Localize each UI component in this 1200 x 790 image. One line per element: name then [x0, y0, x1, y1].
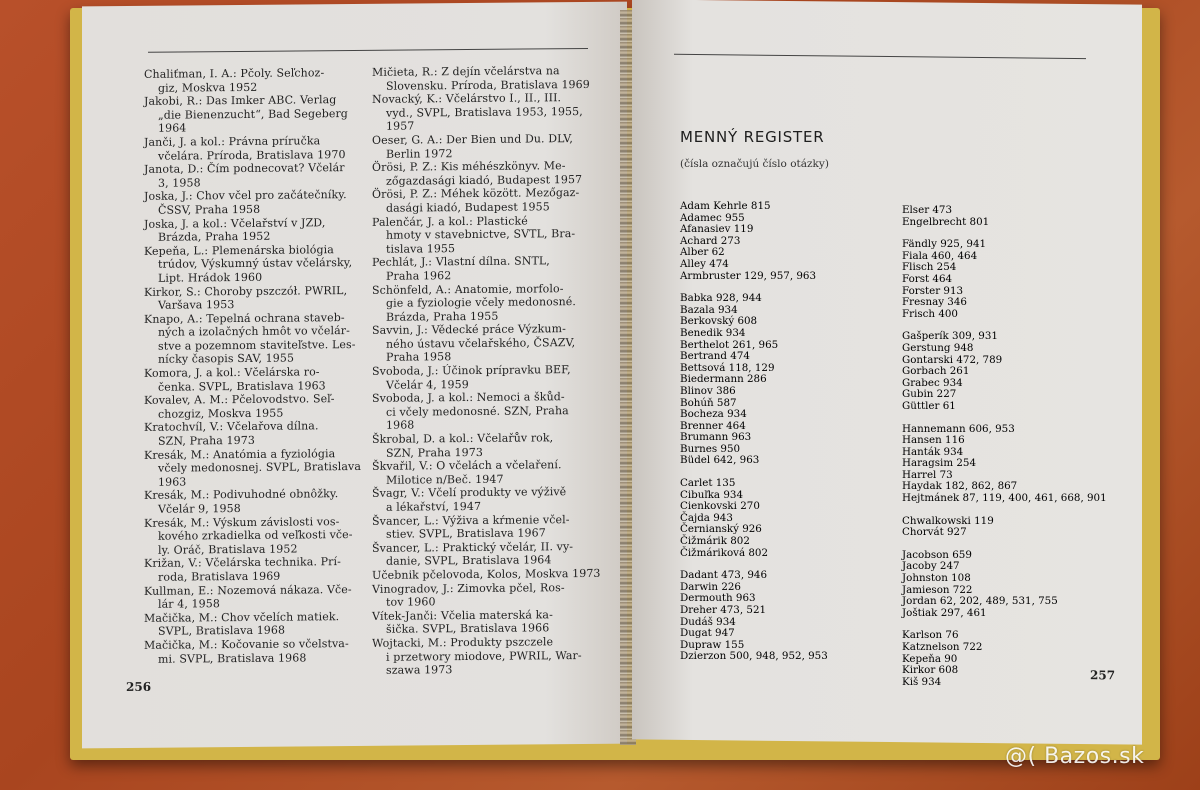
- entry-line: Savvin, J.: Vědecké práce Výzkum-: [372, 322, 566, 338]
- index-entry: Jacobson 659: [902, 548, 972, 561]
- bibliography-column-1: [144, 66, 364, 666]
- entry-line: Praha 1958: [386, 350, 452, 365]
- entry-line: SVPL, Bratislava 1968: [158, 623, 286, 639]
- entry-line: SZN, Praha 1973: [158, 433, 255, 448]
- entry-line: Örösi, P. Z.: Méhek között. Mezőgaz-: [372, 186, 580, 202]
- entry-line: Kresák, M.: Výskum závislosti vos-: [144, 514, 340, 530]
- entry-line: Oeser, G. A.: Der Bien und Du. DLV,: [372, 132, 573, 147]
- bibliography-entry: [144, 66, 364, 95]
- bibliography-entry: [372, 322, 597, 365]
- index-entry: Forst 464: [902, 272, 953, 285]
- bibliography-entry: [144, 447, 364, 490]
- bibliography-entry: [372, 485, 597, 514]
- entry-line: tislava 1955: [386, 241, 456, 256]
- index-entry: Dudáš 934: [680, 615, 736, 628]
- entry-line: Joska, J. a kol.: Včelařství v JZD,: [144, 215, 326, 231]
- entry-line: včelára. Príroda, Bratislava 1970: [158, 147, 346, 163]
- index-entry: Alber 62: [680, 246, 725, 259]
- entry-line: Janota, D.: Čím podnecovat? Včelár: [144, 161, 345, 176]
- entry-line: chozgiz, Moskva 1955: [158, 406, 284, 421]
- index-entry: Dzierzon 500, 948, 952, 953: [680, 650, 828, 663]
- bibliography-entry: [372, 458, 597, 487]
- bibliography-entry: [372, 281, 597, 324]
- entry-line: Švancer, L.: Praktický včelár, II. vy-: [372, 539, 574, 555]
- index-entry: Cibuľka 934: [680, 488, 743, 501]
- index-entry: Berkovský 608: [680, 315, 758, 328]
- entry-line: Vítek-Janči: Včelia materská ka-: [372, 608, 553, 623]
- bibliography-column-2: [372, 64, 601, 678]
- index-entry: Bertrand 474: [680, 350, 750, 363]
- entry-line: Vinogradov, J.: Zimovka pčel, Ros-: [372, 580, 565, 596]
- top-rule: [148, 48, 588, 53]
- index-entry: Engelbrecht 801: [902, 215, 990, 228]
- index-entry: Flisch 254: [902, 261, 957, 274]
- entry-line: Berlin 1972: [386, 146, 453, 161]
- entry-line: Mačička, M.: Kočovanie so včelstva-: [144, 636, 349, 652]
- page-number: 257: [1090, 668, 1116, 683]
- entry-line: giz, Moskva 1952: [158, 80, 258, 95]
- bibliography-entry: [372, 390, 597, 433]
- bibliography-entry: [144, 93, 364, 136]
- index-entry: Gorbach 261: [902, 365, 970, 378]
- entry-line: trúdov, Výskumný ústav včelársky,: [158, 256, 353, 272]
- bibliography-entry: [144, 215, 364, 244]
- entry-line: Svoboda, J.: Účinok prípravku BEF,: [372, 363, 571, 378]
- bibliography-entry: [372, 159, 597, 188]
- index-entry: Gerstung 948: [902, 341, 974, 354]
- index-entry: Bettsová 118, 129: [680, 361, 775, 374]
- bibliography-entry: [144, 365, 364, 394]
- entry-line: Kresák, M.: Anatómia a fyziológia: [144, 446, 336, 462]
- entry-line: gie a fyziologie včely medonosné.: [386, 295, 577, 310]
- bibliography-entry: [144, 188, 364, 217]
- bibliography-entry: [372, 566, 601, 583]
- entry-line: danie, SVPL, Bratislava 1964: [386, 553, 552, 569]
- bibliography-entry: [144, 283, 364, 312]
- index-entry: Jamieson 722: [902, 583, 973, 596]
- index-entry: Fresnay 346: [902, 296, 967, 309]
- index-entry: Karlson 76: [902, 629, 959, 642]
- index-entry: Berthelot 261, 965: [680, 338, 779, 351]
- index-entry: Hanták 934: [902, 445, 964, 458]
- entry-line: Wojtacki, M.: Produkty pszczele: [372, 635, 554, 650]
- entry-line: včely medonosnej. SVPL, Bratislava: [158, 460, 361, 475]
- entry-line: Jakobi, R.: Das Imker ABC. Verlag: [144, 93, 337, 109]
- entry-line: Schönfeld, A.: Anatomie, morfolo-: [372, 281, 564, 297]
- index-entry: Carlet 135: [680, 477, 736, 490]
- index-entry: Dupraw 155: [680, 638, 745, 651]
- name-index-column-1: [680, 201, 828, 663]
- entry-line: Škvařil, V.: O včelách a včelaření.: [372, 458, 562, 474]
- index-entry: Adamec 955: [680, 211, 745, 224]
- entry-line: ly. Oráč, Bratislava 1952: [158, 542, 298, 557]
- index-entry: Čižmárik 802: [680, 535, 750, 548]
- top-rule: [674, 54, 1086, 59]
- index-entry: Güttler 61: [902, 399, 956, 412]
- entry-line: Križan, V.: Včelárska technika. Prí-: [144, 555, 341, 571]
- entry-line: szawa 1973: [386, 663, 453, 677]
- entry-line: Novacký, K.: Včelárstvo I., II., III.: [372, 91, 562, 107]
- entry-line: 3, 1958: [158, 176, 201, 190]
- bibliography-entry: [144, 555, 364, 584]
- bibliography-entry: [144, 610, 364, 639]
- entry-line: Janči, J. a kol.: Právna príručka: [144, 134, 321, 149]
- entry-line: 1957: [386, 119, 415, 134]
- index-entry: Elser 473: [902, 204, 953, 216]
- index-entry: Bocheza 934: [680, 408, 747, 421]
- entry-line: ČSSV, Praha 1958: [158, 202, 261, 217]
- index-gap: [902, 505, 1107, 516]
- entry-line: Švancer, L.: Výživa a kŕmenie včel-: [372, 512, 570, 528]
- entry-line: a lékařství, 1947: [386, 499, 482, 514]
- bibliography-entry: [372, 608, 597, 637]
- index-entry: Armbruster 129, 957, 963: [680, 269, 817, 282]
- entry-line: čenka. SVPL, Bratislava 1963: [158, 378, 326, 394]
- entry-line: 1968: [386, 418, 415, 433]
- index-entry: Bohúň 587: [680, 396, 737, 409]
- index-entry: Afanasiev 119: [680, 223, 754, 236]
- index-entry: Grabec 934: [902, 376, 963, 389]
- index-entry: Kepeňa 90: [902, 652, 958, 665]
- index-entry: Chorvát 927: [902, 526, 967, 539]
- entry-line: kového zrkadielka od veľkosti vče-: [158, 528, 353, 543]
- bibliography-entry: [144, 161, 364, 190]
- bibliography-entry: [144, 487, 364, 516]
- index-entry: Achard 273: [680, 234, 741, 247]
- entry-line: vyd., SVPL, Bratislava 1953, 1955,: [386, 104, 583, 120]
- entry-line: hmoty v stavebnictve, SVTL, Bra-: [386, 227, 576, 242]
- entry-line: šička. SVPL, Bratislava 1966: [386, 621, 550, 637]
- register-title: MENNÝ REGISTER: [680, 128, 825, 146]
- index-entry: Haydak 182, 862, 867: [902, 480, 1018, 493]
- entry-line: Joska, J.: Chov včel pro začátečníky.: [144, 188, 347, 204]
- entry-line: Brázda, Praha 1952: [158, 229, 271, 244]
- entry-line: Praha 1962: [386, 269, 452, 283]
- entry-line: 1963: [158, 475, 187, 489]
- index-entry: Katznelson 722: [902, 641, 983, 653]
- index-entry: Joštiak 297, 461: [902, 606, 987, 619]
- index-entry: Gubin 227: [902, 388, 957, 401]
- index-entry: Chwalkowski 119: [902, 514, 994, 527]
- entry-line: tov 1960: [386, 595, 436, 609]
- page-number: 256: [126, 679, 152, 694]
- bibliography-entry: [372, 512, 597, 541]
- entry-line: Včelár 4, 1959: [386, 377, 469, 392]
- index-entry: Dreher 473, 521: [680, 604, 767, 616]
- index-entry: Haragsim 254: [902, 457, 977, 470]
- entry-line: ného ústavu včelařského, ČSAZV,: [386, 335, 576, 351]
- entry-line: Svoboda, J. a kol.: Nemoci a škůd-: [372, 390, 565, 406]
- entry-line: Kratochvíl, V.: Včelařova dílna.: [144, 419, 319, 435]
- entry-line: Slovensku. Príroda, Bratislava 1969: [386, 77, 590, 93]
- bibliography-entry: [144, 134, 364, 163]
- entry-line: dasági kiadó, Budapest 1955: [386, 200, 550, 215]
- bibliography-entry: [372, 254, 597, 283]
- index-entry: Jacoby 247: [902, 560, 960, 573]
- index-entry: Gašperík 309, 931: [902, 330, 998, 343]
- name-index-column-2: [902, 205, 1107, 688]
- index-entry: Čajda 943: [680, 511, 733, 524]
- index-entry: Burnes 950: [680, 442, 741, 455]
- index-entry: Jordan 62, 202, 489, 531, 755: [902, 595, 1058, 608]
- entry-line: Varšava 1953: [158, 298, 235, 312]
- bibliography-entry: [144, 515, 364, 558]
- index-entry: Fiala 460, 464: [902, 249, 978, 262]
- index-entry: Harrel 73: [902, 468, 953, 481]
- index-entry: Forster 913: [902, 284, 964, 297]
- entry-line: Švagr, V.: Včelí produkty ve výživě: [372, 485, 567, 501]
- site-watermark: @( Bazos.sk: [1005, 744, 1145, 769]
- bibliography-entry: [372, 431, 597, 460]
- entry-line: Kresák, M.: Podivuhodné obnôžky.: [144, 487, 339, 503]
- entry-line: Komora, J. a kol.: Včelárska ro-: [144, 365, 320, 380]
- index-entry: Frisch 400: [902, 307, 958, 320]
- index-entry: Brumann 963: [680, 431, 752, 444]
- index-entry: Johnston 108: [902, 572, 971, 585]
- entry-line: ci včely medonosné. SZN, Praha: [386, 403, 569, 419]
- entry-line: Örösi, P. Z.: Kis méhészkönyv. Me-: [372, 159, 566, 175]
- index-entry: Hansen 116: [902, 434, 965, 447]
- entry-line: i przetwory miodove, PWRIL, War-: [386, 648, 582, 664]
- bibliography-entry: [372, 186, 597, 215]
- register-subtitle: (čísla označujú číslo otázky): [680, 158, 829, 170]
- bibliography-entry: [372, 91, 597, 134]
- bibliography-entry: [372, 540, 597, 569]
- index-entry: Cienkovski 270: [680, 500, 760, 513]
- bibliography-entry: [144, 419, 364, 448]
- index-entry: Blinov 386: [680, 384, 736, 397]
- index-entry: Čižmáriková 802: [680, 546, 769, 559]
- bibliography-entry: [144, 637, 364, 666]
- bibliography-entry: [144, 311, 364, 367]
- entry-line: 1964: [158, 121, 187, 136]
- entry-line: Knapo, A.: Tepelná ochrana staveb-: [144, 310, 345, 326]
- bibliography-entry: [144, 392, 364, 421]
- index-entry: Hannemann 606, 953: [902, 422, 1015, 435]
- bibliography-entry: [372, 132, 597, 161]
- index-gap: [902, 413, 1107, 424]
- entry-line: Mačička, M.: Chov včelích matiek.: [144, 609, 340, 625]
- entry-line: „die Bienenzucht“, Bad Segeberg: [158, 106, 348, 122]
- entry-line: Mičieta, R.: Z dejín včelárstva na: [372, 64, 560, 79]
- bibliography-entry: [372, 363, 597, 392]
- index-entry: Fändly 925, 941: [902, 238, 987, 251]
- index-entry: Darwin 226: [680, 580, 741, 593]
- entry-line: Kullman, E.: Nozemová nákaza. Vče-: [144, 582, 352, 598]
- index-entry: Dadant 473, 946: [680, 569, 768, 582]
- index-entry: Alley 474: [680, 257, 729, 270]
- index-entry: Adam Kehrle 815: [680, 200, 771, 212]
- entry-line: Brázda, Praha 1955: [386, 309, 499, 324]
- entry-line: ných a izolačných hmôt vo včelár-: [158, 324, 350, 339]
- left-page: [82, 2, 627, 749]
- index-entry: Brenner 464: [680, 419, 746, 432]
- entry-line: mi. SVPL, Bratislava 1968: [158, 650, 307, 666]
- bibliography-entry: [144, 243, 364, 286]
- entry-line: zőgazdasági kiadó, Budapest 1957: [386, 172, 583, 188]
- entry-line: Škrobal, D. a kol.: Včelařův rok,: [372, 431, 554, 446]
- bibliography-entry: [372, 64, 597, 93]
- index-entry: Černianský 926: [680, 523, 762, 536]
- bibliography-entry: [372, 635, 597, 678]
- entry-line: Lipt. Hrádok 1960: [158, 270, 263, 285]
- index-entry: Benedik 934: [680, 326, 746, 339]
- index-entry: Gontarski 472, 789: [902, 353, 1003, 366]
- entry-line: Kovalev, A. M.: Pčelovodstvo. Seľ-: [144, 392, 335, 408]
- index-entry: Dermouth 963: [680, 592, 756, 605]
- entry-line: stve a pozemnom staviteľstve. Les-: [158, 337, 356, 353]
- bibliography-entry: [372, 580, 597, 609]
- entry-line: Palenčár, J. a kol.: Plastické: [372, 214, 528, 229]
- index-entry: Kirkor 608: [902, 664, 959, 677]
- bibliography-entry: [144, 582, 364, 611]
- entry-line: Včelár 9, 1958: [158, 501, 241, 516]
- entry-line: Kepeňa, L.: Plemenárska biológia: [144, 242, 334, 258]
- entry-line: stiev. SVPL, Bratislava 1967: [386, 526, 546, 541]
- bibliography-entry: [372, 213, 597, 256]
- index-entry: Kiš 934: [902, 675, 942, 688]
- index-entry: Bazala 934: [680, 303, 738, 316]
- entry-line: SZN, Praha 1973: [386, 445, 483, 460]
- entry-line: Pechlát, J.: Vlastní dílna. SNTL,: [372, 254, 550, 270]
- index-entry: Dugat 947: [680, 627, 735, 640]
- entry-line: nícky časopis SAV, 1955: [158, 351, 295, 367]
- entry-line: Učebnik pčelovoda, Kolos, Moskva 1973: [372, 566, 601, 582]
- index-entry: Büdel 642, 963: [680, 454, 760, 467]
- entry-line: lár 4, 1958: [158, 597, 220, 611]
- entry-line: Kirkor, S.: Choroby pszczół. PWRIL,: [144, 283, 348, 299]
- index-entry: Hejtmánek 87, 119, 400, 461, 668, 901: [902, 492, 1107, 505]
- index-entry: Biedermann 286: [680, 373, 767, 386]
- index-entry: Babka 928, 944: [680, 292, 762, 305]
- entry-line: Chaliťman, I. A.: Pčoly. Seľchoz-: [144, 66, 325, 81]
- entry-line: roda, Bratislava 1969: [158, 569, 281, 584]
- entry-line: Milotice n/Beč. 1947: [386, 472, 504, 487]
